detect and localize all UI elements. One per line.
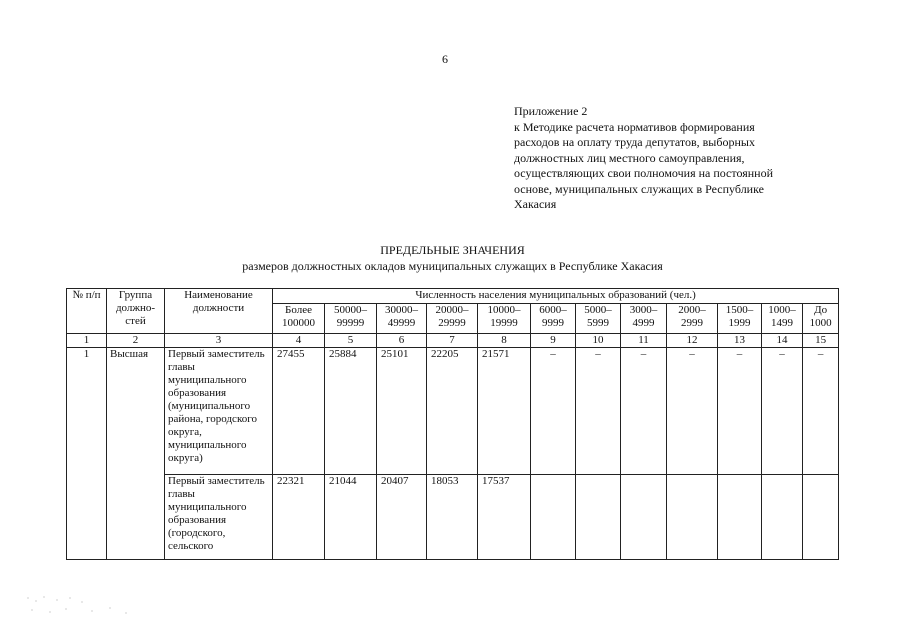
header-range: 6000– 9999 [531, 304, 576, 334]
salary-value: 25101 [377, 348, 427, 475]
header-range: 10000– 19999 [478, 304, 531, 334]
appendix-line: Хакасия [514, 197, 557, 211]
column-number: 7 [427, 334, 478, 348]
column-number: 13 [718, 334, 762, 348]
table-header-row [67, 289, 839, 304]
document-title: ПРЕДЕЛЬНЫЕ ЗНАЧЕНИЯ [380, 243, 525, 257]
row-num: 1 [67, 348, 107, 560]
salary-value: – [667, 348, 718, 475]
appendix-line: к Методике расчета нормативов формирования [514, 119, 755, 134]
salary-value [576, 475, 621, 560]
salary-value [762, 475, 803, 560]
header-range: Более 100000 [273, 304, 325, 334]
salary-value: 25884 [325, 348, 377, 475]
salary-value: – [803, 348, 839, 475]
salary-limits-table [66, 288, 839, 560]
column-number: 8 [478, 334, 531, 348]
header-range: 1000– 1499 [762, 304, 803, 334]
document-subtitle: размеров должностных окладов муниципальных служащих в Республике Хакасия [242, 259, 663, 273]
salary-value: 27455 [273, 348, 325, 475]
header-range: 2000– 2999 [667, 304, 718, 334]
header-range: 5000– 5999 [576, 304, 621, 334]
salary-value: 22205 [427, 348, 478, 475]
salary-value: 17537 [478, 475, 531, 560]
salary-value [621, 475, 667, 560]
salary-value: – [621, 348, 667, 475]
column-number: 6 [377, 334, 427, 348]
column-number: 1 [67, 334, 107, 348]
appendix-line: основе, муниципальных служащих в Республике [514, 181, 764, 196]
header-range: 20000– 29999 [427, 304, 478, 334]
column-number: 12 [667, 334, 718, 348]
header-range: 30000– 49999 [377, 304, 427, 334]
salary-value: – [762, 348, 803, 475]
header-range: До 1000 [803, 304, 839, 334]
appendix-line: осуществляющих свои полномочия на постоянной [514, 166, 774, 180]
appendix-line: должностных лиц местного самоуправления, [514, 150, 745, 165]
salary-value [667, 475, 718, 560]
header-num: № п/п [67, 289, 107, 334]
column-number: 4 [273, 334, 325, 348]
column-number: 15 [803, 334, 839, 348]
salary-value: – [576, 348, 621, 475]
salary-value: 20407 [377, 475, 427, 560]
header-range: 3000– 4999 [621, 304, 667, 334]
table-row [67, 475, 839, 560]
header-range: 50000– 99999 [325, 304, 377, 334]
appendix-line: Приложение 2 [514, 104, 588, 118]
scan-noise-mark [22, 592, 142, 620]
salary-value: – [718, 348, 762, 475]
column-number: 2 [107, 334, 165, 348]
page-number: 6 [442, 52, 448, 66]
column-number: 5 [325, 334, 377, 348]
salary-value [531, 475, 576, 560]
column-number: 10 [576, 334, 621, 348]
salary-value [803, 475, 839, 560]
header-group: Группа должностей [107, 289, 165, 334]
header-range: 1500– 1999 [718, 304, 762, 334]
table-row [67, 348, 839, 475]
salary-value: 21044 [325, 475, 377, 560]
row-group: Высшая [107, 348, 165, 560]
appendix-note [514, 104, 834, 213]
appendix-line: расходов на оплату труда депутатов, выборных [514, 135, 755, 149]
column-number-row [67, 334, 839, 348]
column-number: 11 [621, 334, 667, 348]
row-position: Первый заместитель главы муниципального образования (муниципального района, городского округа, муниципального округа) [165, 348, 273, 475]
salary-value [718, 475, 762, 560]
column-number: 3 [165, 334, 273, 348]
salary-value: 18053 [427, 475, 478, 560]
salary-value: 21571 [478, 348, 531, 475]
salary-value: 22321 [273, 475, 325, 560]
column-number: 9 [531, 334, 576, 348]
row-position: Первый заместитель главы муниципального образования (городского, сельского [165, 475, 273, 560]
header-population: Численность населения муниципальных образований (чел.) [273, 289, 839, 304]
salary-value: – [531, 348, 576, 475]
column-number: 14 [762, 334, 803, 348]
header-position: Наименование должности [165, 289, 273, 334]
